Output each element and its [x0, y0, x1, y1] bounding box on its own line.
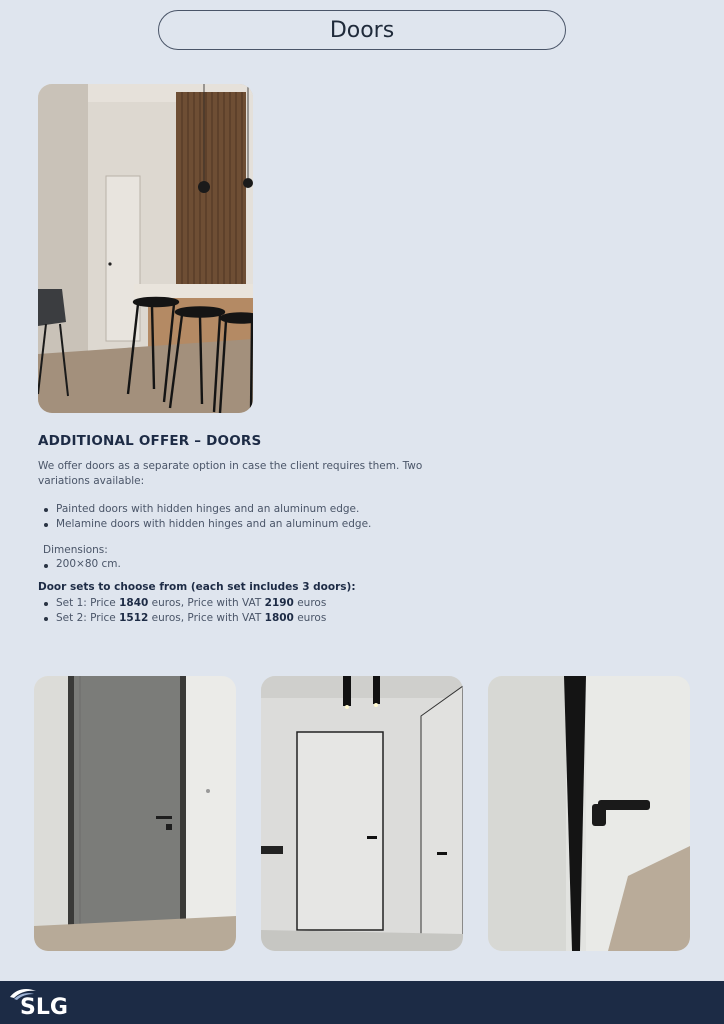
offer-heading: ADDITIONAL OFFER – DOORS: [38, 433, 262, 449]
door-handle-photo: [488, 676, 690, 951]
kitchen-photo: [38, 84, 253, 413]
list-item: Set 1: Price 1840 euros, Price with VAT 2190 euros: [38, 596, 326, 611]
sets-heading: Door sets to choose from (each set includes 3 doors):: [38, 581, 356, 593]
page-title: Doors: [158, 10, 566, 50]
grey-door-photo: [34, 676, 236, 951]
price: 1840: [119, 597, 149, 609]
list-item: Melamine doors with hidden hinges and an aluminum edge.: [38, 517, 458, 532]
list-item: Set 2: Price 1512 euros, Price with VAT 1800 euros: [38, 611, 326, 626]
offer-intro: We offer doors as a separate option in case the client requires them. Two variations available:: [38, 460, 423, 487]
dimensions-list: [38, 558, 121, 570]
vat-price: 2190: [264, 597, 294, 609]
footer-bar: [0, 981, 724, 1024]
dimensions-label: Dimensions:: [43, 544, 108, 556]
vat-price: 1800: [264, 611, 294, 624]
price: 1512: [119, 611, 149, 624]
list-item: 200×80 cm.: [38, 558, 121, 570]
logo[interactable]: SLG: [20, 995, 68, 1020]
white-door-photo: [261, 676, 463, 951]
sets-list: [38, 596, 326, 625]
list-item: Painted doors with hidden hinges and an aluminum edge.: [38, 502, 458, 517]
variations-list: [38, 502, 458, 531]
